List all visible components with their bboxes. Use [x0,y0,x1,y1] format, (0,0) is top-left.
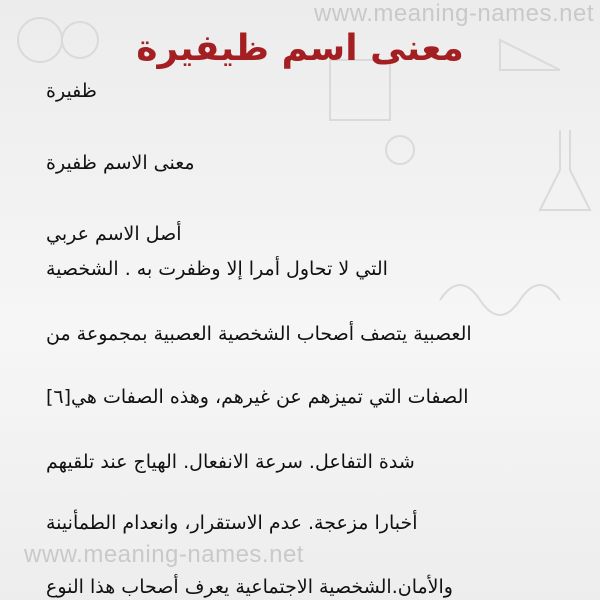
doodle-eye [386,136,414,164]
body-line: الصفات التي تميزهم عن غيرهم، وهذه الصفات هي[٦] [46,386,469,408]
meaning-heading: معنى الاسم ظفيرة [46,152,195,174]
doodle-wave [440,285,560,315]
watermark-bottom: www.meaning-names.net [24,541,304,568]
watermark-top: www.meaning-names.net [314,0,594,27]
body-line: أخبارا مزعجة. عدم الاستقرار، وانعدام الطمأنينة [46,512,418,534]
body-line: شدة التفاعل. سرعة الانفعال. الهياج عند تلقيهم [46,451,415,473]
doodle-flask [540,130,590,210]
page-title: معنى اسم ظيفيرة [136,28,464,69]
origin-text: أصل الاسم عربي [46,223,182,245]
body-line: والأمان.الشخصية الاجتماعية يعرف أصحاب هذا النوع [46,576,453,598]
body-line: التي لا تحاول أمرا إلا وظفرت به . الشخصية [46,258,388,280]
body-line: العصبية يتصف أصحاب الشخصية العصبية بمجموعة من [46,323,472,345]
name-text: ظفيرة [46,80,97,102]
